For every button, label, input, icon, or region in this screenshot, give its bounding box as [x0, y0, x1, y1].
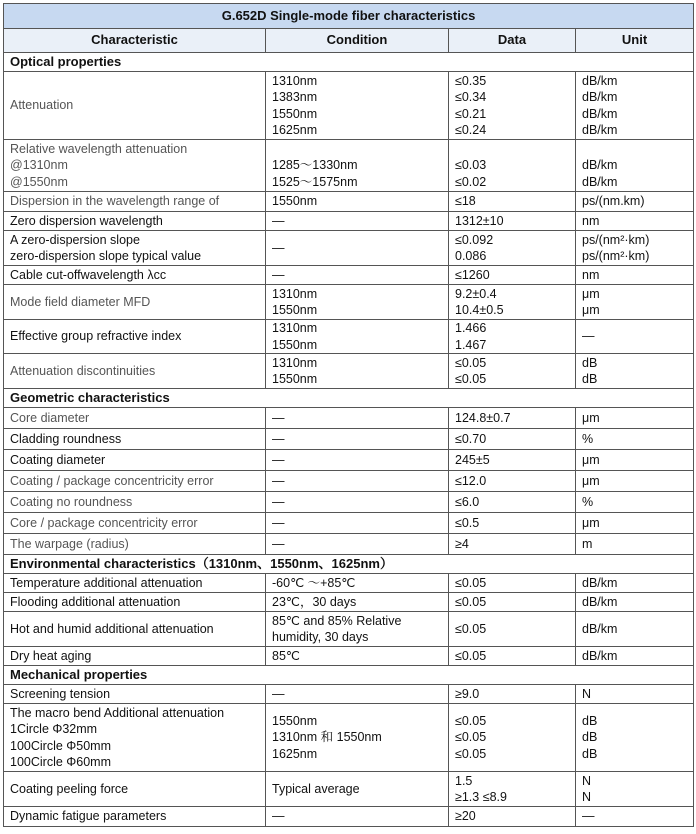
characteristic-cell-line: Core / package concentricity error: [10, 515, 198, 530]
unit-cell: [576, 513, 694, 534]
unit-cell-line: %: [582, 431, 594, 446]
title-row: [4, 4, 694, 29]
unit-cell: [576, 534, 694, 555]
characteristic-cell-line: Dry heat aging: [10, 648, 92, 663]
characteristic-cell-line: @1550nm: [10, 174, 68, 189]
condition-cell: [266, 574, 449, 593]
condition-cell-line: [272, 141, 442, 158]
unit-cell-line: dB/km: [582, 123, 618, 137]
condition-cell: [266, 772, 449, 807]
table-row: [4, 593, 694, 612]
condition-cell: [266, 612, 449, 647]
unit-cell-line: —: [582, 809, 595, 824]
unit-cell-line: N: [582, 773, 592, 788]
condition-cell-line: 1310nm: [272, 355, 318, 370]
data-cell-line: ≥4: [455, 536, 469, 551]
condition-cell: [266, 593, 449, 612]
unit-cell-line: dB: [582, 372, 598, 386]
header-row: [4, 29, 694, 53]
data-cell: [449, 320, 576, 354]
table-row: [4, 647, 694, 666]
characteristic-cell: [4, 408, 266, 429]
table-row: [4, 408, 694, 429]
data-cell-line: ≤0.34: [455, 90, 487, 104]
data-cell-line: ≤0.35: [455, 73, 487, 88]
table-row: [4, 685, 694, 704]
condition-cell: [266, 140, 449, 192]
data-cell-line: ≤0.05: [455, 575, 487, 590]
data-cell-line: 1312±10: [455, 213, 504, 228]
unit-cell-line: dB: [582, 713, 598, 728]
characteristic-cell: [4, 513, 266, 534]
table-row: [4, 354, 694, 389]
characteristic-cell-line: Screening tension: [10, 686, 111, 701]
unit-cell-line: dB: [582, 730, 598, 745]
characteristic-cell: [4, 450, 266, 471]
characteristic-cell-line: Effective group refractive index: [10, 329, 182, 344]
condition-cell-line: 85℃: [272, 648, 300, 663]
unit-cell: [576, 704, 694, 772]
data-cell-line: ≤0.02: [455, 174, 487, 189]
data-cell-line: ≤0.05: [455, 621, 487, 636]
unit-cell-line: dB: [582, 746, 598, 761]
characteristic-cell-line: zero-dispersion slope typical value: [10, 249, 202, 263]
section-row: [4, 555, 694, 574]
table-row: [4, 192, 694, 212]
unit-cell-line: dB: [582, 355, 598, 370]
characteristic-cell: [4, 231, 266, 266]
characteristic-cell-line: The macro bend Additional attenuation: [10, 705, 225, 720]
condition-cell: [266, 471, 449, 492]
table-row: [4, 320, 694, 354]
condition-cell: [266, 429, 449, 450]
data-cell-line: ≤1260: [455, 267, 490, 282]
condition-cell-line: -60℃ ～+85℃: [272, 575, 356, 590]
condition-cell-line: 1550nm: [272, 372, 318, 386]
unit-cell: [576, 212, 694, 231]
unit-cell: [576, 492, 694, 513]
characteristic-cell-line: 1Circle Φ32mm: [10, 722, 98, 736]
data-cell: [449, 72, 576, 140]
data-cell-line: ≥1.3 ≤8.9: [455, 790, 507, 804]
condition-cell-line: —: [272, 267, 285, 282]
unit-cell-line: ps/(nm.km): [582, 194, 645, 209]
data-cell: [449, 593, 576, 612]
data-cell: [449, 685, 576, 704]
condition-cell-line: 1310nm: [272, 73, 318, 88]
condition-cell-line: —: [272, 431, 285, 446]
table-row: [4, 450, 694, 471]
condition-cell: [266, 647, 449, 666]
characteristic-cell-line: Temperature additional attenuation: [10, 575, 203, 590]
condition-cell-line: 1550nm: [272, 337, 318, 352]
condition-cell: [266, 807, 449, 827]
unit-cell: [576, 140, 694, 192]
characteristic-cell: [4, 612, 266, 647]
condition-cell: [266, 266, 449, 285]
data-cell-line: 1.5: [455, 773, 473, 788]
unit-cell-line: dB/km: [582, 106, 618, 121]
unit-cell-line: nm: [582, 213, 600, 228]
unit-cell: [576, 354, 694, 389]
characteristic-cell: [4, 593, 266, 612]
condition-cell-line: —: [272, 452, 285, 467]
data-cell: [449, 471, 576, 492]
condition-cell: [266, 408, 449, 429]
condition-cell-line: 1550nm: [272, 194, 318, 209]
unit-cell: [576, 772, 694, 807]
characteristic-cell-line: Core diameter: [10, 410, 90, 425]
section-heading: Mechanical properties: [4, 666, 694, 685]
characteristic-cell-line: Cladding roundness: [10, 431, 122, 446]
data-cell-line: ≤0.70: [455, 431, 487, 446]
characteristic-cell-line: Coating no roundness: [10, 494, 133, 509]
data-cell: [449, 450, 576, 471]
unit-cell-line: μm: [582, 452, 600, 467]
characteristic-cell-line: Relative wavelength attenuation: [10, 141, 188, 156]
characteristic-cell-line: Zero dispersion wavelength: [10, 213, 163, 228]
data-cell-line: 0.086: [455, 249, 487, 263]
unit-cell: [576, 647, 694, 666]
unit-cell-line: ps/(nm²·km): [582, 232, 650, 247]
data-cell: [449, 354, 576, 389]
condition-cell-line: —: [272, 410, 285, 425]
condition-cell-line: Typical average: [272, 781, 360, 796]
section-row: [4, 389, 694, 408]
unit-cell-line: dB/km: [582, 90, 618, 104]
condition-cell-line: 1550nm: [272, 303, 318, 317]
characteristic-cell-line: Attenuation: [10, 98, 74, 113]
data-cell: [449, 647, 576, 666]
table-row: [4, 704, 694, 772]
condition-cell: [266, 192, 449, 212]
characteristic-cell-line: The warpage (radius): [10, 536, 129, 551]
unit-cell-line: dB/km: [582, 621, 618, 636]
characteristic-cell-line: Hot and humid additional attenuation: [10, 621, 214, 636]
data-cell: [449, 612, 576, 647]
characteristic-cell-line: Mode field diameter MFD: [10, 294, 151, 309]
condition-cell-line: 1525～1575nm: [272, 174, 358, 189]
condition-cell: [266, 231, 449, 266]
unit-cell-line: %: [582, 494, 594, 509]
unit-cell-line: dB/km: [582, 158, 618, 173]
data-cell-line: ≥20: [455, 809, 476, 824]
table-row: [4, 266, 694, 285]
unit-cell: [576, 192, 694, 212]
unit-cell-line: μm: [582, 410, 600, 425]
characteristic-cell: [4, 647, 266, 666]
characteristic-cell-line: 100Circle Φ50mm: [10, 738, 111, 753]
unit-cell: [576, 450, 694, 471]
condition-cell-line: —: [272, 515, 285, 530]
data-cell-line: 1.467: [455, 337, 487, 352]
data-cell-line: ≤0.05: [455, 730, 487, 745]
data-cell: [449, 192, 576, 212]
data-cell: [449, 408, 576, 429]
condition-cell-line: —: [272, 240, 285, 255]
characteristic-cell: [4, 492, 266, 513]
data-cell: [449, 140, 576, 192]
data-cell-line: 124.8±0.7: [455, 410, 511, 425]
characteristic-cell: [4, 320, 266, 354]
table-row: [4, 140, 694, 192]
header-condition: Condition: [266, 29, 449, 53]
unit-cell: [576, 231, 694, 266]
data-cell: [449, 704, 576, 772]
condition-cell: [266, 285, 449, 320]
characteristic-cell-line: Cable cut-offwavelength λcc: [10, 267, 167, 282]
data-cell: [449, 772, 576, 807]
unit-cell: [576, 593, 694, 612]
characteristic-cell: [4, 140, 266, 192]
unit-cell-line: μm: [582, 515, 600, 530]
data-cell: [449, 807, 576, 827]
unit-cell: [576, 266, 694, 285]
condition-cell-line: 1310nm: [272, 286, 318, 301]
condition-cell-line: —: [272, 809, 285, 824]
section-heading: Environmental characteristics（1310nm、1550nm、1625nm）: [4, 555, 694, 574]
characteristic-cell: [4, 72, 266, 140]
header-unit: Unit: [576, 29, 694, 53]
data-cell: [449, 513, 576, 534]
characteristic-cell: [4, 192, 266, 212]
characteristic-cell-line: Attenuation discontinuities: [10, 363, 156, 378]
data-cell: [449, 429, 576, 450]
characteristic-cell: [4, 285, 266, 320]
unit-cell-line: N: [582, 790, 592, 804]
unit-cell-line: ps/(nm²·km): [582, 249, 650, 263]
unit-cell-line: nm: [582, 267, 600, 282]
data-cell-line: 10.4±0.5: [455, 303, 504, 317]
characteristic-cell: [4, 212, 266, 231]
data-cell-line: ≤0.5: [455, 515, 480, 530]
characteristic-cell: [4, 704, 266, 772]
condition-cell-line: 1310nm 和 1550nm: [272, 730, 382, 745]
data-cell-line: ≤0.05: [455, 713, 487, 728]
data-cell-line: [455, 141, 569, 158]
condition-cell: [266, 492, 449, 513]
data-cell: [449, 534, 576, 555]
unit-cell-line: dB/km: [582, 73, 618, 88]
data-cell-line: ≥9.0: [455, 686, 480, 701]
data-cell: [449, 266, 576, 285]
condition-cell: [266, 685, 449, 704]
table-row: [4, 772, 694, 807]
unit-cell: [576, 685, 694, 704]
unit-cell-line: N: [582, 686, 592, 701]
data-cell-line: 245±5: [455, 452, 490, 467]
characteristic-cell-line: Coating diameter: [10, 452, 106, 467]
data-cell-line: ≤6.0: [455, 494, 480, 509]
unit-cell: [576, 429, 694, 450]
condition-cell: [266, 320, 449, 354]
section-heading: Optical properties: [4, 53, 694, 72]
characteristic-cell: [4, 807, 266, 827]
data-cell: [449, 231, 576, 266]
condition-cell-line: 23℃，30 days: [272, 594, 357, 609]
characteristic-cell: [4, 471, 266, 492]
characteristic-cell: [4, 534, 266, 555]
data-cell-line: 1.466: [455, 321, 487, 335]
table-row: [4, 231, 694, 266]
table-row: [4, 285, 694, 320]
unit-cell: [576, 612, 694, 647]
unit-cell: [576, 807, 694, 827]
characteristic-cell-line: Flooding additional attenuation: [10, 594, 181, 609]
data-cell-line: ≤0.21: [455, 106, 487, 121]
condition-cell: [266, 513, 449, 534]
section-row: [4, 53, 694, 72]
table-row: [4, 807, 694, 827]
table-row: [4, 513, 694, 534]
unit-cell: [576, 72, 694, 140]
data-cell-line: ≤0.05: [455, 372, 487, 386]
characteristic-cell: [4, 266, 266, 285]
condition-cell-line: 1625nm: [272, 746, 318, 761]
condition-cell-line: 1285～1330nm: [272, 158, 358, 173]
condition-cell-line: —: [272, 536, 285, 551]
characteristic-cell: [4, 429, 266, 450]
data-cell-line: ≤0.03: [455, 158, 487, 173]
condition-cell: [266, 450, 449, 471]
data-cell: [449, 574, 576, 593]
table-row: [4, 534, 694, 555]
unit-cell-line: [582, 141, 687, 158]
unit-cell-line: m: [582, 536, 593, 551]
data-cell-line: ≤0.24: [455, 123, 487, 137]
section-heading: Geometric characteristics: [4, 389, 694, 408]
characteristic-cell: [4, 574, 266, 593]
unit-cell-line: dB/km: [582, 594, 618, 609]
table-row: [4, 574, 694, 593]
data-cell-line: ≤0.05: [455, 355, 487, 370]
table-title: G.652D Single-mode fiber characteristics: [4, 4, 694, 29]
table-row: [4, 612, 694, 647]
data-cell-line: ≤0.05: [455, 594, 487, 609]
data-cell-line: ≤12.0: [455, 473, 487, 488]
table-row: [4, 72, 694, 140]
characteristic-cell: [4, 685, 266, 704]
unit-cell-line: —: [582, 329, 595, 344]
characteristic-cell-line: @1310nm: [10, 158, 68, 173]
data-cell: [449, 285, 576, 320]
condition-cell-line: —: [272, 494, 285, 509]
unit-cell-line: μm: [582, 303, 600, 317]
condition-cell-line: —: [272, 213, 285, 228]
condition-cell-line: humidity, 30 days: [272, 630, 369, 644]
unit-cell-line: dB/km: [582, 648, 618, 663]
characteristic-cell-line: Coating peeling force: [10, 781, 129, 796]
data-cell: [449, 212, 576, 231]
section-row: [4, 666, 694, 685]
data-cell: [449, 492, 576, 513]
condition-cell-line: 1625nm: [272, 123, 318, 137]
condition-cell-line: 1310nm: [272, 321, 318, 335]
table-row: [4, 492, 694, 513]
condition-cell: [266, 534, 449, 555]
header-data: Data: [449, 29, 576, 53]
condition-cell: [266, 704, 449, 772]
condition-cell-line: —: [272, 473, 285, 488]
unit-cell-line: dB/km: [582, 575, 618, 590]
condition-cell-line: 1383nm: [272, 90, 318, 104]
characteristic-cell-line: Coating / package concentricity error: [10, 473, 214, 488]
characteristic-cell-line: A zero-dispersion slope: [10, 232, 140, 247]
header-characteristic: Characteristic: [4, 29, 266, 53]
unit-cell-line: μm: [582, 286, 600, 301]
table-body: [4, 4, 694, 827]
characteristic-cell-line: Dispersion in the wavelength range of: [10, 194, 220, 209]
characteristic-cell-line: 100Circle Φ60mm: [10, 755, 111, 769]
condition-cell-line: 1550nm: [272, 106, 318, 121]
unit-cell-line: dB/km: [582, 174, 618, 189]
unit-cell: [576, 408, 694, 429]
table-row: [4, 471, 694, 492]
unit-cell: [576, 471, 694, 492]
unit-cell: [576, 320, 694, 354]
table-row: [4, 212, 694, 231]
condition-cell: [266, 72, 449, 140]
fiber-spec-table: [3, 3, 694, 827]
data-cell-line: ≤0.05: [455, 746, 487, 761]
data-cell-line: 9.2±0.4: [455, 286, 497, 301]
data-cell-line: ≤0.092: [455, 232, 494, 247]
unit-cell-line: μm: [582, 473, 600, 488]
condition-cell-line: 85℃ and 85% Relative: [272, 613, 402, 628]
data-cell-line: ≤18: [455, 194, 476, 209]
table-row: [4, 429, 694, 450]
unit-cell: [576, 574, 694, 593]
unit-cell: [576, 285, 694, 320]
condition-cell: [266, 212, 449, 231]
characteristic-cell: [4, 772, 266, 807]
characteristic-cell-line: Dynamic fatigue parameters: [10, 809, 167, 824]
condition-cell-line: —: [272, 686, 285, 701]
condition-cell-line: 1550nm: [272, 713, 318, 728]
characteristic-cell: [4, 354, 266, 389]
condition-cell: [266, 354, 449, 389]
data-cell-line: ≤0.05: [455, 648, 487, 663]
